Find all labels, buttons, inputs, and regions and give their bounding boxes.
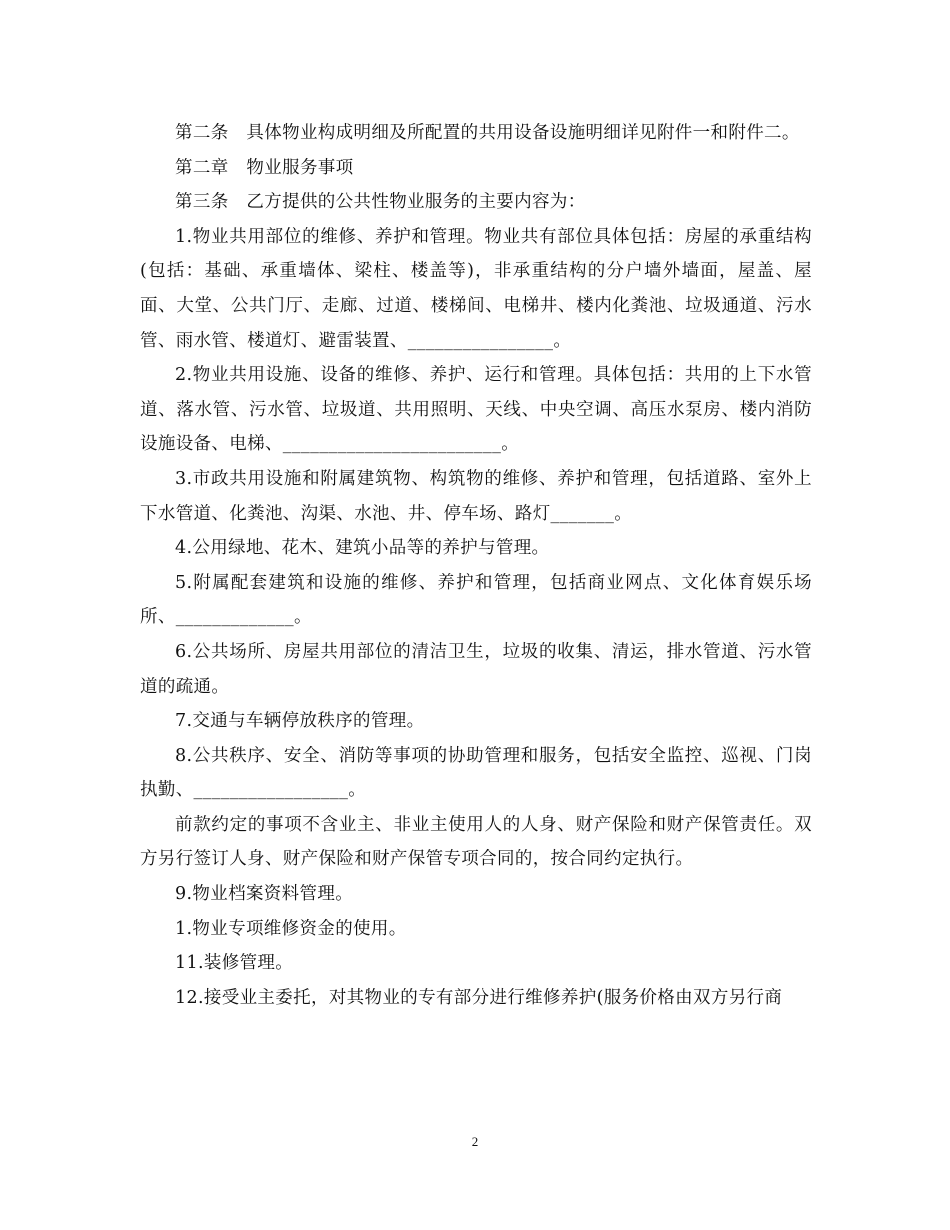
- insurance-exclusion-note: 前款约定的事项不含业主、非业主使用人的人身、财产保险和财产保管责任。双方另行签订人身、财产保险和财产保管专项合同的，按合同约定执行。: [140, 814, 812, 870]
- service-item-2-shared-facilities: 2.物业共用设施、设备的维修、养护、运行和管理。具体包括：共用的上下水管道、落水管、污水管、垃圾道、共用照明、天线、中央空调、高压水泵房、楼内消防设施设备、电梯、________________________。: [140, 365, 812, 455]
- service-item-9-archives: 9.物业档案资料管理。: [175, 884, 354, 905]
- chapter-2-heading: 第二章 物业服务事项: [175, 157, 354, 178]
- service-item-1-shared-parts: 1.物业共用部位的维修、养护和管理。物业共有部位具体包括：房屋的承重结构(包括：基础、承重墙体、梁柱、楼盖等)，非承重结构的分户墙外墙面，屋盖、屋面、大堂、公共门厅、走廊、过道、楼梯间、电梯井、楼内化粪池、垃圾通道、污水管、雨水管、楼道灯、避雷装置、________________。: [140, 226, 812, 351]
- clause-3-intro: 第三条 乙方提供的公共性物业服务的主要内容为：: [175, 192, 586, 213]
- service-item-7-traffic: 7.交通与车辆停放秩序的管理。: [175, 711, 425, 732]
- service-item-4-greenery: 4.公用绿地、花木、建筑小品等的养护与管理。: [175, 538, 550, 559]
- clause-2-attachments: 第二条 具体物业构成明细及所配置的共用设备设施明细详见附件一和附件二。: [175, 123, 800, 143]
- service-item-8-security: 8.公共秩序、安全、消防等事项的协助管理和服务，包括安全监控、巡视、门岗执勤、_________________。: [140, 745, 812, 801]
- document-body: [140, 116, 812, 1015]
- service-item-10-maintenance-fund: 1.物业专项维修资金的使用。: [175, 918, 407, 939]
- page-number: 2: [471, 1134, 479, 1149]
- service-item-6-cleaning: 6.公共场所、房屋共用部位的清洁卫生，垃圾的收集、清运，排水管道、污水管道的疏通。: [140, 641, 812, 697]
- service-item-3-municipal-facilities: 3.市政共用设施和附属建筑物、构筑物的维修、养护和管理，包括道路、室外上下水管道、化粪池、沟渠、水池、井、停车场、路灯_______。: [140, 468, 812, 524]
- service-item-5-auxiliary-buildings: 5.附属配套建筑和设施的维修、养护和管理，包括商业网点、文化体育娱乐场所、_____________。: [140, 572, 812, 628]
- service-item-11-renovation: 11.装修管理。: [175, 953, 294, 974]
- service-item-12-owner-commission: 12.接受业主委托，对其物业的专有部分进行维修养护(服务价格由双方另行商: [175, 987, 783, 1008]
